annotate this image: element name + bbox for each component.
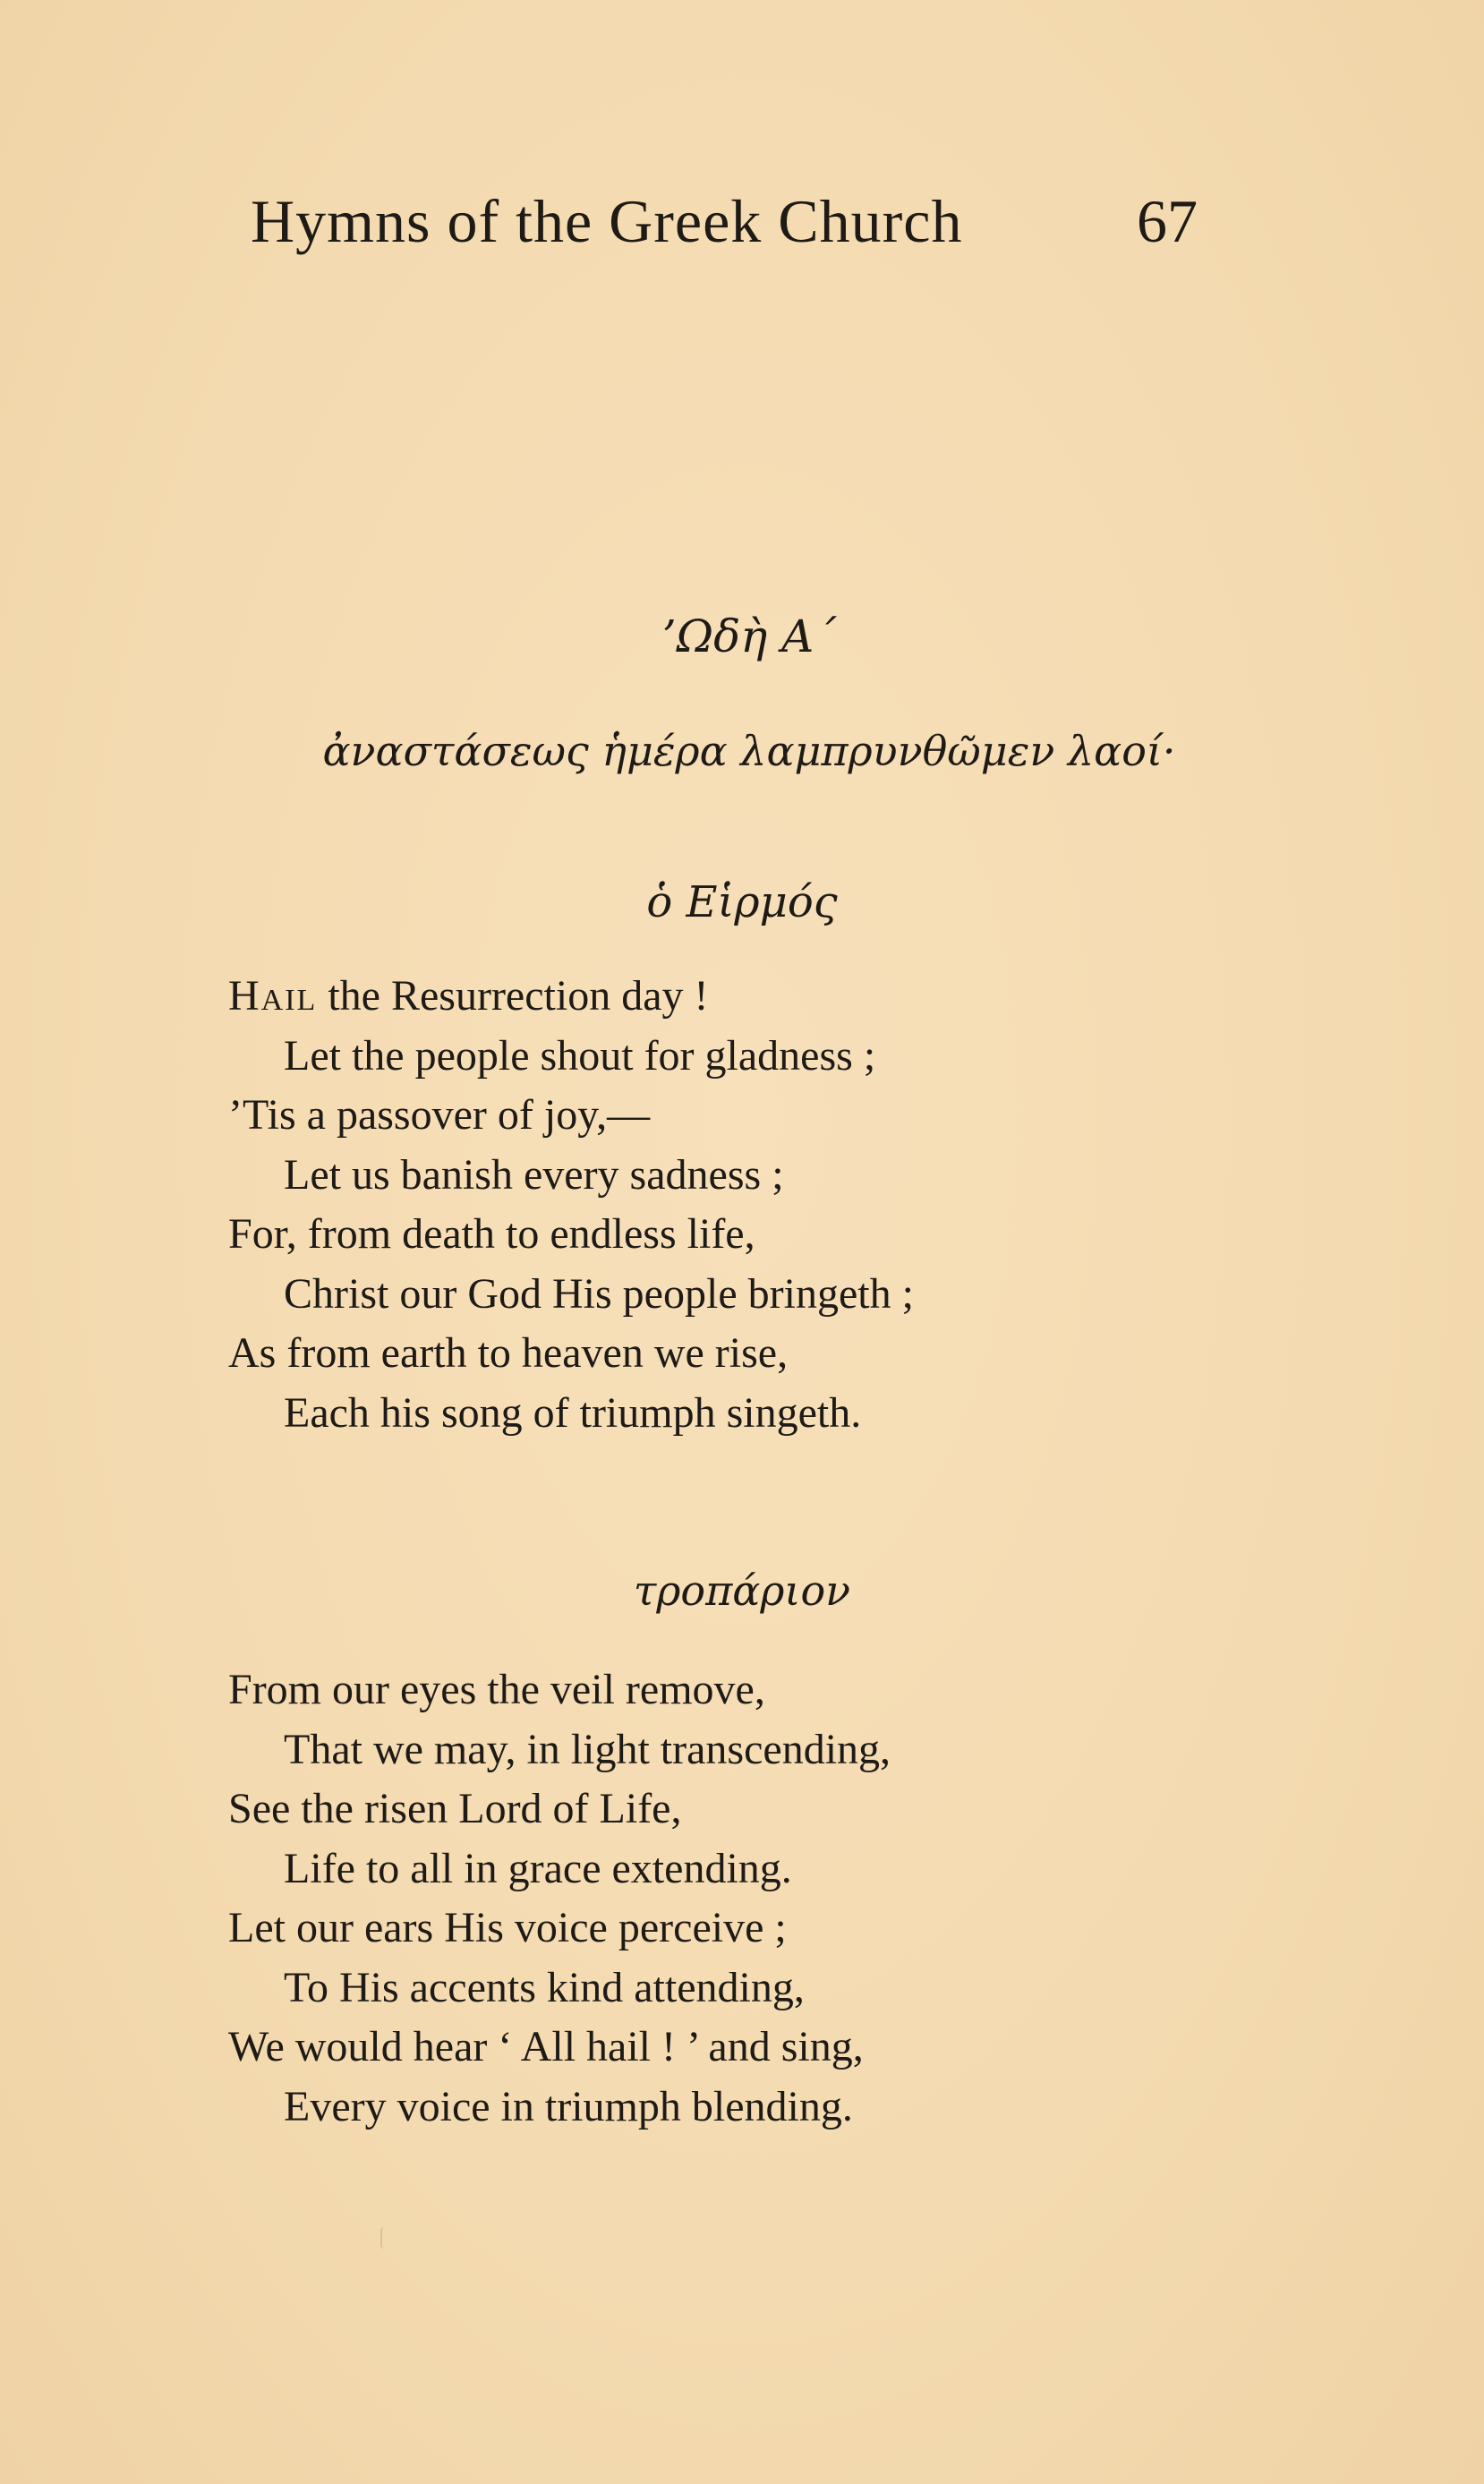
running-title: Hymns of the Greek Church [251,187,963,255]
stanza-heirmos [228,967,914,1443]
troparion-label: τροπάριον [633,1566,851,1615]
stanza-troparion [228,1660,891,2137]
heirmos-label: ὁ Εἱρμός [646,877,838,927]
ode-subtitle: ἀναστάσεως ἡμέρα λαμπρυνθῶμεν λαοί· [322,727,1176,775]
verse-line: Let us banish every sadness ; [284,1150,784,1199]
verse-line: Every voice in triumph blending. [284,2082,853,2130]
verse-line: We would hear ‘ All hail ! ’ and sing, [228,2023,864,2070]
verse-line: Each his song of triumph singeth. [284,1388,862,1437]
paper-mark [380,2227,388,2249]
verse-line: From our eyes the veil remove, [228,1666,765,1713]
page-number: 67 [1137,187,1198,255]
verse-line [228,967,914,1027]
verse-line: ’Tis a passover of joy,— [228,1091,651,1139]
verse-line: For, from death to endless life, [228,1210,755,1258]
verse-line: That we may, in light transcending, [284,1725,891,1773]
verse-line-text: the Resurrection day ! [317,972,709,1020]
verse-line: Let the people shout for gladness ; [284,1031,876,1080]
verse-line: To His accents kind attending, [284,1963,805,2011]
verse-line: Christ our God His people bringeth ; [284,1269,914,1318]
verse-line: See the risen Lord of Life, [228,1785,682,1832]
ode-title: ’Ωδὴ Α΄ [661,610,837,662]
verse-line: Life to all in grace extending. [284,1844,792,1892]
verse-line: Let our ears His voice perceive ; [228,1904,787,1951]
verse-line: As from earth to heaven we rise, [228,1329,789,1377]
drop-word: Hail [228,972,318,1020]
